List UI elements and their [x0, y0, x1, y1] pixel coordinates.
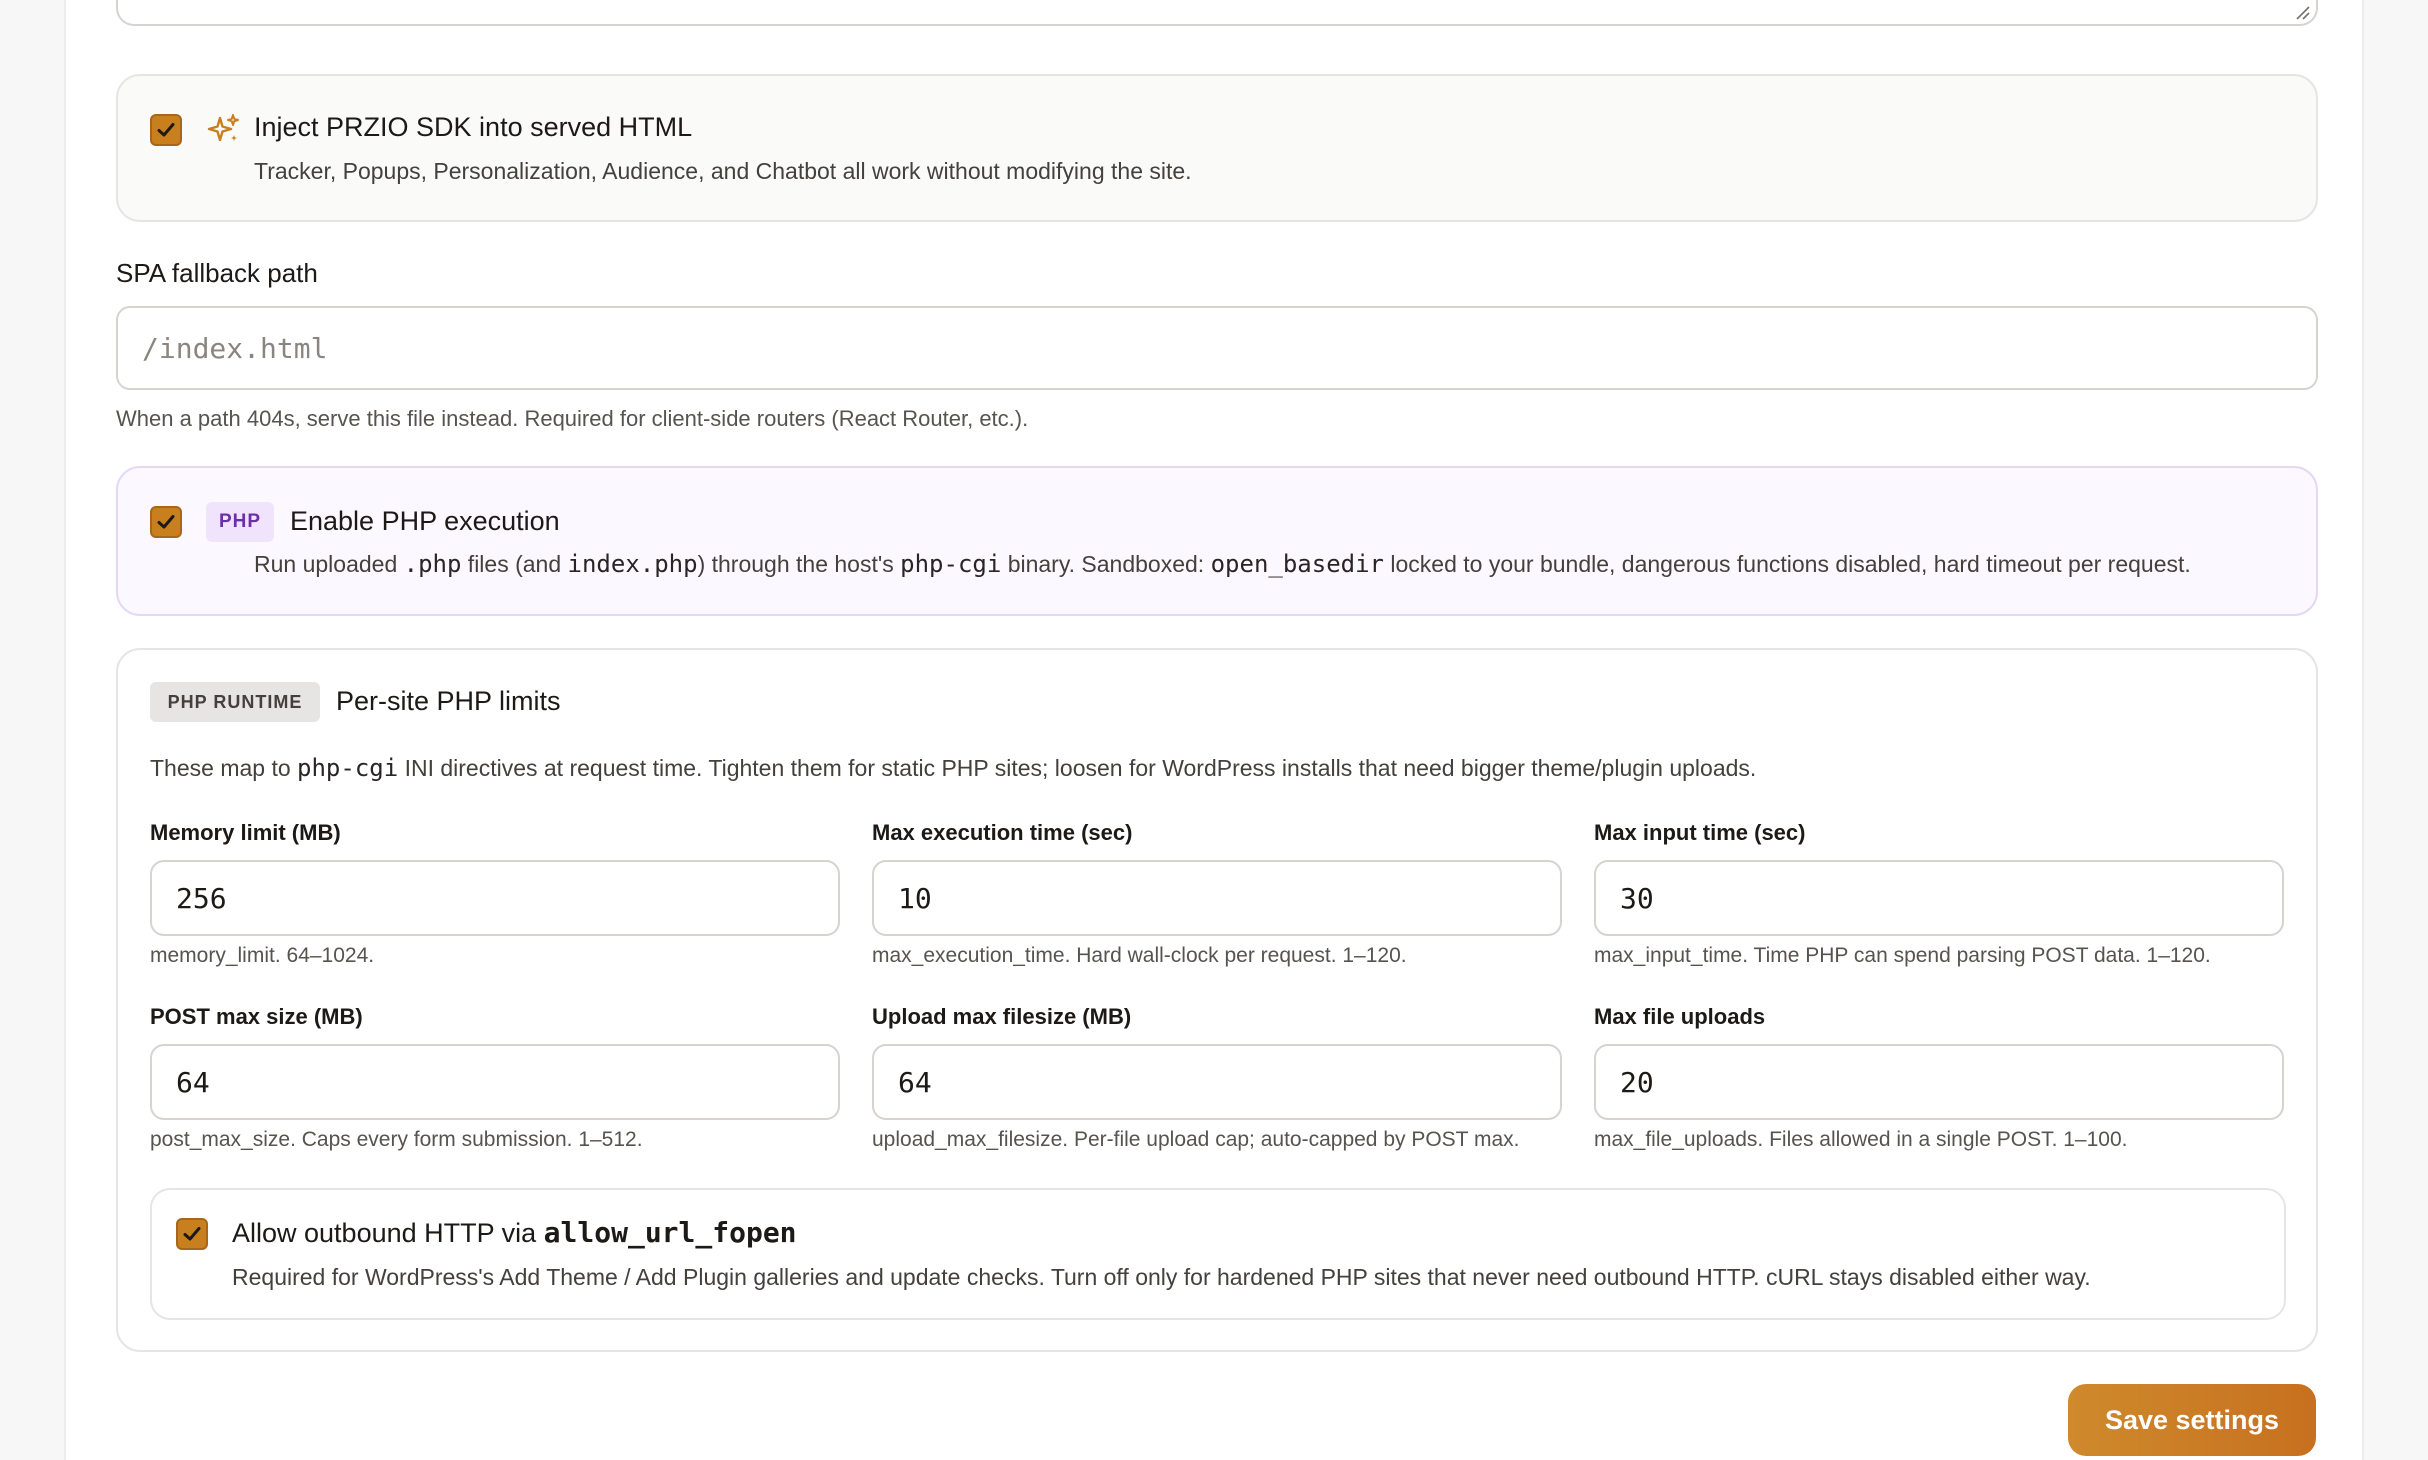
save-settings-button[interactable]: Save settings: [2068, 1384, 2316, 1456]
allow-url-fopen-description: Required for WordPress's Add Theme / Add Plugin galleries and update checks. Turn off only for hardened PHP sites that never need outbound HTTP. cURL stays disabled either way.: [232, 1264, 2091, 1290]
php-runtime-description: These map to php-cgi INI directives at request time. Tighten them for static PHP sites; loosen for WordPress installs that need bigger theme/plugin uploads.: [150, 754, 1757, 782]
php-badge: PHP: [206, 502, 274, 542]
allow-url-fopen-title: Allow outbound HTTP via allow_url_fopen: [232, 1216, 797, 1249]
php-execution-description: Run uploaded .php files (and index.php) through the host's php-cgi binary. Sandboxed: open_basedir locked to your bundle, dangerous functions disabled, hard timeout per request.: [254, 550, 2191, 578]
checkmark-icon: [182, 1224, 202, 1244]
max-execution-time-input[interactable]: [872, 860, 1562, 936]
memory-limit-label: Memory limit (MB): [150, 820, 341, 845]
sdk-inject-card: [116, 74, 2318, 222]
checkmark-icon: [156, 512, 176, 532]
resize-grip-icon[interactable]: [2294, 4, 2310, 20]
sparkles-icon: [206, 112, 242, 148]
sdk-inject-title: Inject PRZIO SDK into served HTML: [254, 112, 693, 142]
php-execution-checkbox[interactable]: [150, 506, 182, 538]
post-max-size-hint: post_max_size. Caps every form submission. 1–512.: [150, 1128, 643, 1151]
max-input-time-hint: max_input_time. Time PHP can spend parsing POST data. 1–120.: [1594, 944, 2211, 967]
upload-max-filesize-label: Upload max filesize (MB): [872, 1004, 1132, 1029]
spa-fallback-input[interactable]: [116, 306, 2318, 390]
spa-fallback-label: SPA fallback path: [116, 258, 318, 288]
sdk-inject-description: Tracker, Popups, Personalization, Audience, and Chatbot all work without modifying the site.: [254, 158, 1192, 184]
php-execution-title: Enable PHP execution: [290, 506, 560, 536]
checkmark-icon: [156, 120, 176, 140]
php-runtime-card: [116, 648, 2318, 1352]
memory-limit-hint: memory_limit. 64–1024.: [150, 944, 375, 967]
memory-limit-input[interactable]: [150, 860, 840, 936]
max-file-uploads-input[interactable]: [1594, 1044, 2284, 1120]
max-file-uploads-label: Max file uploads: [1594, 1004, 1766, 1029]
max-input-time-label: Max input time (sec): [1594, 820, 1806, 845]
spa-fallback-hint: When a path 404s, serve this file instead. Required for client-side routers (React Router, etc.).: [116, 406, 1029, 431]
post-max-size-input[interactable]: [150, 1044, 840, 1120]
upload-max-filesize-input[interactable]: [872, 1044, 1562, 1120]
max-file-uploads-hint: max_file_uploads. Files allowed in a single POST. 1–100.: [1594, 1128, 2128, 1151]
settings-panel: [64, 0, 2364, 1460]
php-runtime-title: Per-site PHP limits: [336, 686, 561, 716]
textarea-field-remnant[interactable]: [116, 0, 2318, 26]
post-max-size-label: POST max size (MB): [150, 1004, 363, 1029]
max-execution-time-hint: max_execution_time. Hard wall-clock per request. 1–120.: [872, 944, 1407, 967]
php-runtime-badge: PHP RUNTIME: [150, 682, 320, 722]
upload-max-filesize-hint: upload_max_filesize. Per-file upload cap; auto-capped by POST max.: [872, 1128, 1520, 1151]
max-execution-time-label: Max execution time (sec): [872, 820, 1133, 845]
allow-url-fopen-checkbox[interactable]: [176, 1218, 208, 1250]
php-execution-card: [116, 466, 2318, 616]
allow-url-fopen-card: [150, 1188, 2286, 1320]
sdk-inject-checkbox[interactable]: [150, 114, 182, 146]
max-input-time-input[interactable]: [1594, 860, 2284, 936]
